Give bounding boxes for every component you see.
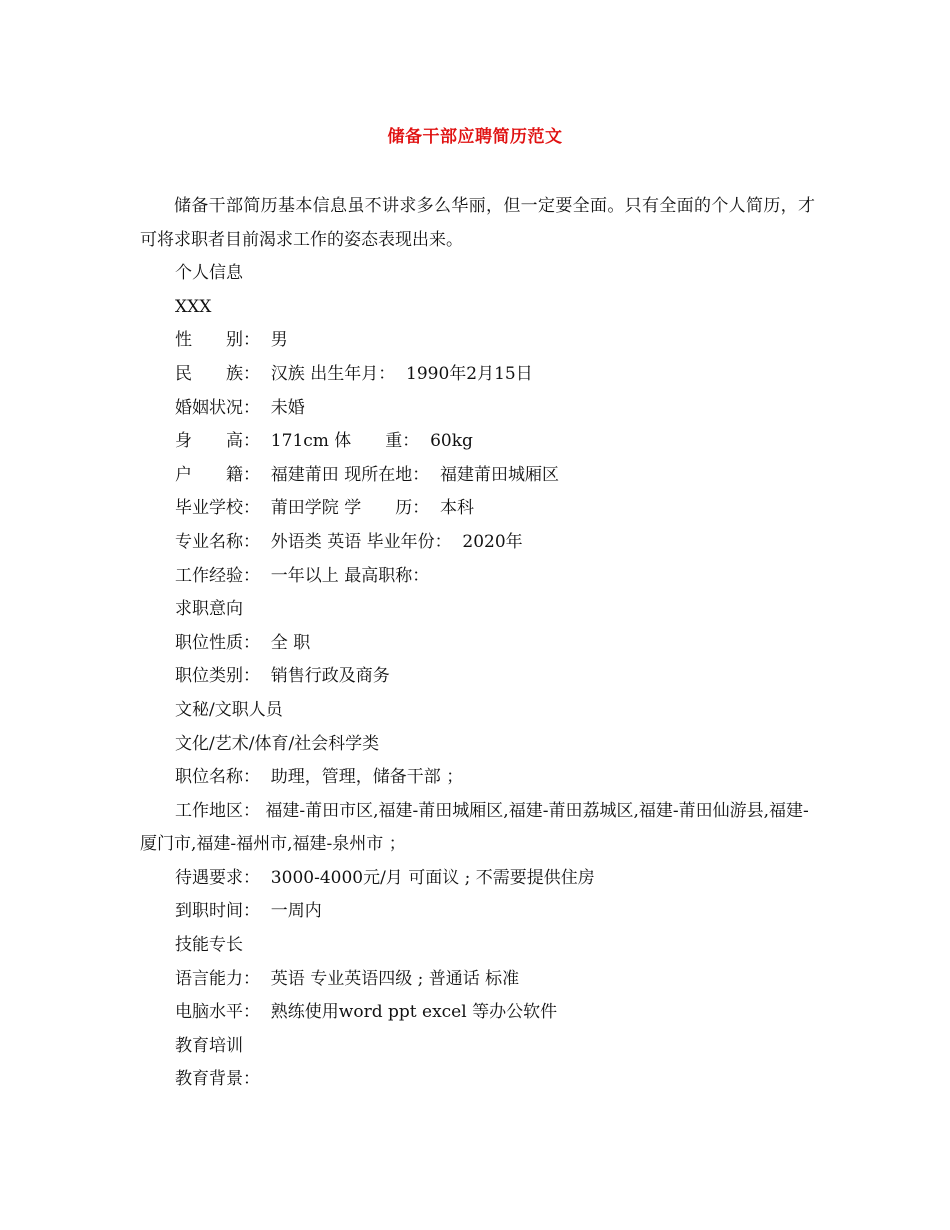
- name-line: XXX: [175, 296, 212, 317]
- education-background-line: 教育背景：: [175, 1069, 260, 1090]
- gender-line: 性 别： 男: [175, 330, 288, 351]
- section-heading-job-intention: 求职意向: [175, 599, 243, 620]
- work-area-line: 工作地区： 福建-莆田市区,福建-莆田城厢区,福建-莆田荔城区,福建-莆田仙游县,福建-厦门市,福建-福州市,福建-泉州市 ；: [140, 800, 809, 855]
- marital-status-line: 婚姻状况： 未婚: [175, 397, 305, 418]
- job-nature-line: 职位性质： 全 职: [175, 632, 311, 653]
- start-time-line: 到职时间： 一周内: [175, 901, 322, 922]
- ethnicity-birthdate-line: 民 族： 汉族 出生年月： 1990年2月15日: [175, 363, 533, 384]
- intro-paragraph: 储备干部简历基本信息虽不讲求多么华丽，但一定要全面。只有全面的个人简历，才可将求职者目前渴求工作的姿态表现出来。: [140, 196, 815, 250]
- document-title: 储备干部应聘简历范文: [387, 127, 563, 147]
- school-degree-line: 毕业学校： 莆田学院 学 历： 本科: [175, 498, 475, 519]
- section-heading-education: 教育培训: [175, 1035, 243, 1056]
- section-heading-personal-info: 个人信息: [175, 263, 243, 284]
- computer-skill-line: 电脑水平： 熟练使用word ppt excel 等办公软件: [175, 1002, 558, 1023]
- salary-line: 待遇要求： 3000-4000元/月 可面议 ; 不需要提供住房: [175, 867, 595, 888]
- hukou-residence-line: 户 籍： 福建莆田 现所在地： 福建莆田城厢区: [175, 464, 560, 485]
- section-heading-skills: 技能专长: [175, 935, 243, 956]
- language-skill-line: 语言能力： 英语 专业英语四级 ; 普通话 标准: [175, 968, 520, 989]
- experience-title-line: 工作经验： 一年以上 最高职称：: [175, 565, 430, 586]
- height-weight-line: 身 高： 171cm 体 重： 60kg: [175, 431, 473, 452]
- document-body: [140, 190, 815, 1097]
- job-title-line: 职位名称： 助理，管理，储备干部 ；: [175, 767, 464, 788]
- job-category-line-2: 文秘/文职人员: [175, 699, 283, 720]
- job-category-line: 职位类别： 销售行政及商务: [175, 666, 390, 687]
- job-category-line-3: 文化/艺术/体育/社会科学类: [175, 733, 380, 754]
- major-graduation-line: 专业名称： 外语类 英语 毕业年份： 2020年: [175, 531, 523, 552]
